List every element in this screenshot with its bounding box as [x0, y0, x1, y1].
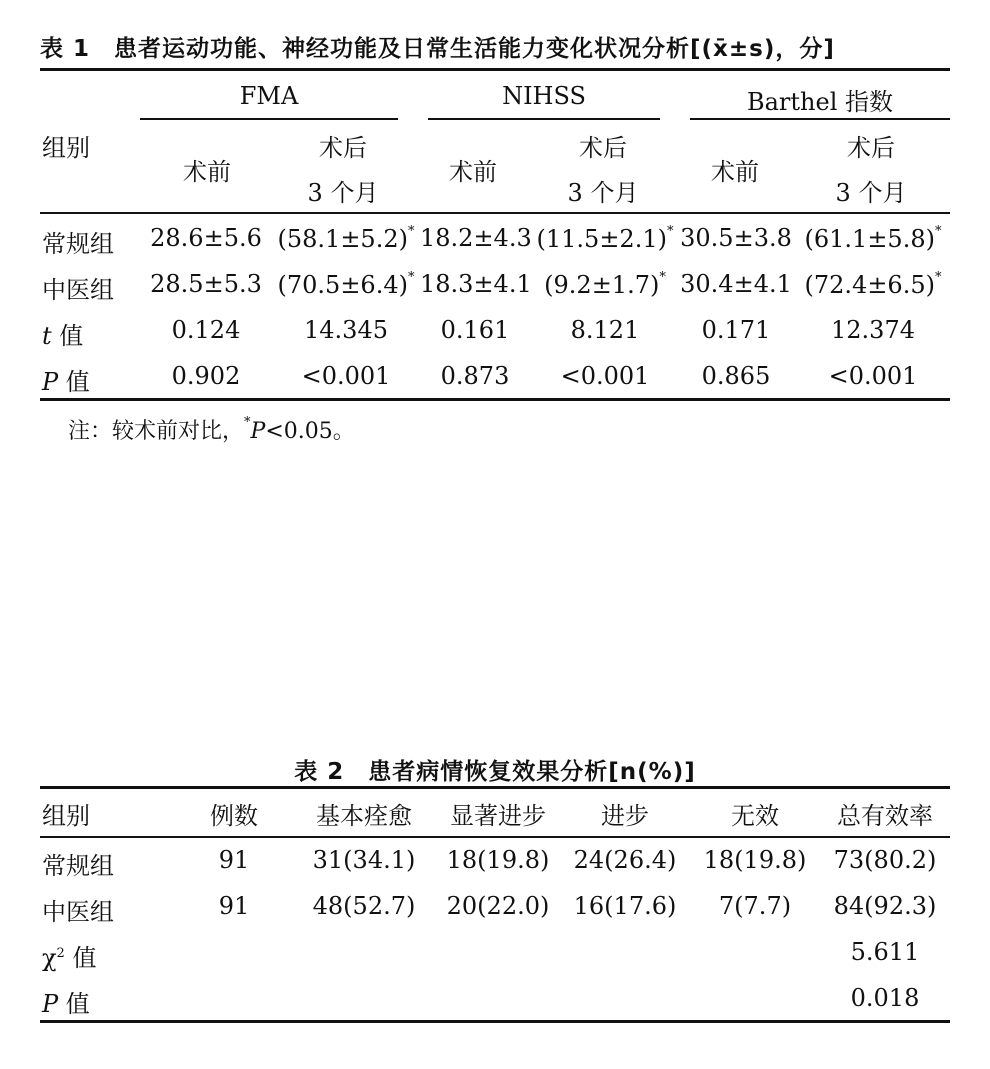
table1-cell — [272, 316, 420, 344]
sub-post-line1: 术后 — [319, 134, 367, 162]
table1-group-barthel: Barthel 指数 — [746, 88, 894, 116]
chi-symbol: χ — [42, 944, 57, 972]
table1-cell — [680, 224, 792, 252]
table1-row-label — [42, 316, 83, 351]
table2-p-value: 0.018 — [850, 984, 920, 1012]
chi-sup: 2 — [56, 946, 65, 961]
table1-cell — [798, 270, 948, 299]
cell-value: (61.1±5.8) — [804, 225, 935, 253]
table2-cell: 91 — [218, 846, 250, 874]
table2-cell: 73(80.2) — [833, 846, 937, 874]
table2-cell: 18(19.8) — [703, 846, 807, 874]
table2-header-cell: 显著进步 — [450, 802, 546, 830]
table2-chi-label — [42, 938, 96, 973]
significance-star: * — [666, 224, 674, 239]
cell-value: (9.2±1.7) — [544, 271, 660, 299]
table1-cell — [420, 316, 530, 344]
table1-title: 表 1 患者运动功能、神经功能及日常生活能力变化状况分析[(x̄±s)，分] — [40, 36, 835, 62]
table1-sub-barthel-post — [808, 128, 934, 208]
table1-sub-barthel-pre: 术前 — [711, 158, 759, 186]
table1-cell — [680, 316, 792, 344]
cell-value: 14.345 — [304, 316, 388, 344]
table1-cell — [272, 362, 420, 390]
table1-row-label: 常规组 — [42, 230, 114, 258]
table1-group-rule-fma — [140, 118, 398, 120]
cell-value: 28.5±5.3 — [150, 270, 262, 298]
sub-post-line2: 3 个月 — [307, 179, 379, 207]
cell-value: 0.902 — [171, 362, 241, 390]
table2-bottom-rule — [40, 1020, 950, 1023]
table2-cell: 91 — [218, 892, 250, 920]
cell-value: 0.124 — [171, 316, 241, 344]
note-suffix: <0.05。 — [265, 419, 355, 444]
table2-title: 表 2 患者病情恢复效果分析[n(%)] — [294, 759, 696, 785]
p-symbol: P — [42, 990, 59, 1018]
cell-value: 0.865 — [701, 362, 771, 390]
table2-chi-value: 5.611 — [850, 938, 920, 966]
table2-top-rule — [40, 786, 950, 789]
table1-cell — [532, 224, 678, 253]
significance-star: * — [934, 224, 942, 239]
table1-cell — [150, 224, 262, 252]
table2-header-cell: 无效 — [731, 802, 779, 830]
table1-sub-nihss-post — [540, 128, 666, 208]
table1-cell — [798, 362, 948, 390]
cell-value: 18.3±4.1 — [420, 270, 532, 298]
cell-value: 0.873 — [440, 362, 510, 390]
table1-cell — [150, 316, 262, 344]
table2-header-cell: 基本痊愈 — [316, 802, 412, 830]
table1-row-label — [42, 362, 90, 397]
row-label-suffix: 值 — [51, 322, 84, 350]
significance-star: * — [407, 224, 415, 239]
table2-header-rule — [40, 836, 950, 838]
note-star: * — [244, 415, 251, 430]
table2-cell: 24(26.4) — [573, 846, 677, 874]
cell-value: 18.2±4.3 — [420, 224, 532, 252]
cell-value: (72.4±6.5) — [804, 271, 935, 299]
table1-cell — [798, 316, 948, 344]
table1-group-nihss: NIHSS — [502, 82, 586, 110]
chi-suffix: 值 — [64, 944, 97, 972]
cell-value: <0.001 — [560, 362, 650, 390]
table1-cell — [150, 270, 262, 298]
table1-bottom-rule — [40, 398, 950, 401]
table1-note — [68, 414, 355, 445]
table2-row-label: 常规组 — [42, 852, 114, 880]
table1-header-group: 组别 — [42, 134, 90, 162]
table1-cell — [272, 270, 420, 299]
cell-value: <0.001 — [828, 362, 918, 390]
sub-post-line2: 3 个月 — [567, 179, 639, 207]
significance-star: * — [407, 270, 415, 285]
cell-value: 8.121 — [570, 316, 640, 344]
table1-cell — [150, 362, 262, 390]
note-var: P — [250, 419, 266, 444]
cell-value: (11.5±2.1) — [536, 225, 667, 253]
significance-star: * — [659, 270, 666, 285]
cell-value: 28.6±5.6 — [150, 224, 262, 252]
cell-value: 30.4±4.1 — [680, 270, 792, 298]
table1-sub-fma-post — [280, 128, 406, 208]
p-suffix: 值 — [58, 990, 90, 1018]
table1-header-rule — [40, 212, 950, 214]
row-label-var: t — [42, 322, 52, 350]
table2-header-cell: 例数 — [210, 802, 258, 830]
table1-cell — [532, 362, 678, 390]
table1-row-label: 中医组 — [42, 276, 114, 304]
cell-value: (58.1±5.2) — [277, 225, 408, 253]
cell-value: 0.161 — [440, 316, 510, 344]
table1-cell — [680, 270, 792, 298]
table1-cell — [420, 362, 530, 390]
table1-cell — [532, 316, 678, 344]
cell-value: <0.001 — [301, 362, 391, 390]
table1-cell — [532, 270, 678, 299]
table1-cell — [420, 224, 530, 252]
table2-p-label — [42, 984, 90, 1019]
row-label-suffix: 值 — [58, 368, 90, 396]
table2-cell: 20(22.0) — [446, 892, 550, 920]
table2-header-cell: 进步 — [601, 802, 649, 830]
table2-cell: 18(19.8) — [446, 846, 550, 874]
table2-row-label: 中医组 — [42, 898, 114, 926]
table1-cell — [420, 270, 530, 298]
cell-value: (70.5±6.4) — [277, 271, 408, 299]
table2-header-cell: 总有效率 — [837, 802, 933, 830]
table2-cell: 48(52.7) — [312, 892, 416, 920]
cell-value: 12.374 — [831, 316, 915, 344]
table1-group-rule-barthel — [690, 118, 950, 120]
table1-group-fma: FMA — [239, 82, 299, 110]
note-prefix: 注：较术前对比， — [68, 419, 245, 444]
table1-group-rule-nihss — [428, 118, 660, 120]
table2-cell: 16(17.6) — [573, 892, 677, 920]
table1-sub-fma-pre: 术前 — [183, 158, 231, 186]
sub-post-line1: 术后 — [847, 134, 895, 162]
table2-cell: 7(7.7) — [718, 892, 792, 920]
sub-post-line2: 3 个月 — [835, 179, 907, 207]
table1-cell — [272, 224, 420, 253]
row-label-var: P — [42, 368, 59, 396]
table1-cell — [680, 362, 792, 390]
table1-top-rule — [40, 68, 950, 71]
table2-cell: 31(34.1) — [312, 846, 416, 874]
table2-header-cell: 组别 — [42, 802, 90, 830]
significance-star: * — [934, 270, 942, 285]
table1-sub-nihss-pre: 术前 — [449, 158, 497, 186]
sub-post-line1: 术后 — [579, 134, 627, 162]
table2-cell: 84(92.3) — [833, 892, 937, 920]
cell-value: 30.5±3.8 — [680, 224, 792, 252]
cell-value: 0.171 — [701, 316, 771, 344]
table1-cell — [798, 224, 948, 253]
